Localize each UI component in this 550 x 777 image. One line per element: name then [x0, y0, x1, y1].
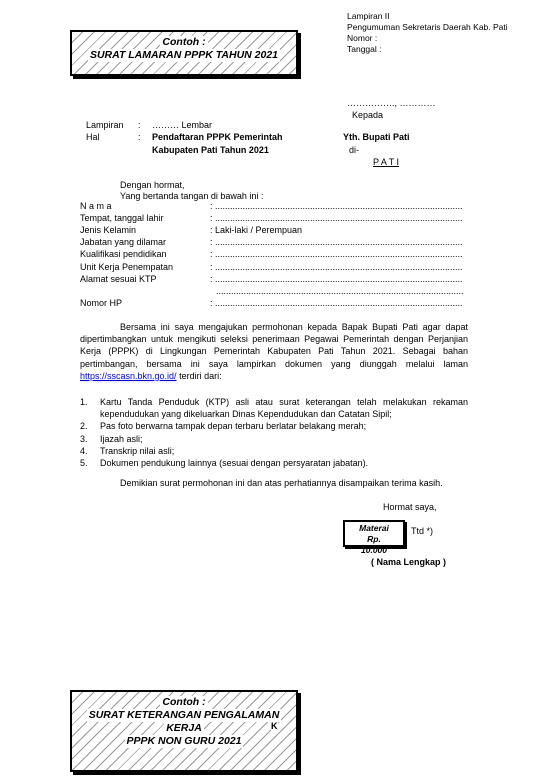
- form-label: Jenis Kelamin: [80, 225, 137, 235]
- form-row-name: [80, 201, 463, 212]
- form-row-phone: [80, 298, 463, 309]
- intro-line: Yang bertanda tangan di bawah ini :: [120, 191, 264, 201]
- form-label: Jabatan yang dilamar: [80, 237, 167, 247]
- form-value: : ...................................................................................................: [210, 298, 463, 308]
- reference-number: Nomor :: [347, 33, 378, 43]
- meta-lampiran-colon: :: [138, 120, 141, 130]
- form-value: : ...................................................................................................: [210, 201, 463, 211]
- form-value: ...................................................................................................: [216, 286, 464, 296]
- form-row-education: [80, 249, 463, 260]
- list-text: Dokumen pendukung lainnya (sesuai dengan persyaratan jabatan).: [100, 458, 369, 469]
- list-text: Transkrip nilai asli;: [100, 445, 175, 456]
- recipient-kepada: Kepada: [352, 110, 384, 120]
- list-number: 5.: [80, 458, 88, 469]
- attachment-reference: [347, 11, 508, 55]
- letter-type-title: SURAT LAMARAN PPPK TAHUN 2021: [89, 49, 279, 61]
- list-number: 3.: [80, 433, 88, 444]
- form-row-address-continued: [80, 286, 464, 297]
- form-value: : ...................................................................................................: [210, 213, 463, 223]
- next-letter-subtitle: PPPK NON GURU 2021: [126, 735, 242, 747]
- form-label: Nomor HP: [80, 298, 123, 308]
- next-letter-title-cont: KERJA: [166, 722, 202, 734]
- body-paragraph: [80, 321, 468, 382]
- form-value: : ...................................................................................................: [210, 237, 463, 247]
- closing-paragraph: Demikian surat permohonan ini dan atas perhatiannya disampaikan terima kasih.: [120, 478, 443, 488]
- form-value: : ...................................................................................................: [210, 274, 463, 284]
- meta-lampiran-value: ……… Lembar: [152, 120, 213, 130]
- recipient-city: P A T I: [373, 157, 400, 167]
- form-row-address: [80, 274, 463, 285]
- form-label: Alamat sesuai KTP: [80, 274, 157, 284]
- meta-hal-label: Hal: [86, 132, 100, 142]
- list-item: [80, 420, 468, 432]
- body-text-end: terdiri dari:: [176, 370, 222, 381]
- form-label: Kualifikasi pendidikan: [80, 249, 167, 259]
- letter-type-box: [70, 30, 298, 76]
- documents-list: [80, 396, 468, 469]
- list-number: 2.: [80, 421, 88, 432]
- next-letter-title: SURAT KETERANGAN PENGALAMAN: [88, 709, 280, 721]
- form-value: : ...................................................................................................: [210, 249, 463, 259]
- list-item: [80, 457, 468, 469]
- materai-line-2: Rp.: [367, 534, 381, 544]
- list-text: Kartu Tanda Penduduk (KTP) asli atau surat keterangan telah melakukan rekaman kependudukan yang dikeluarkan Dinas Kependudukan dan Catatan Sipil;: [100, 397, 468, 420]
- list-item: [80, 445, 468, 457]
- list-text: Ijazah asli;: [100, 433, 143, 444]
- list-number: 4.: [80, 445, 88, 456]
- signature-mark: Ttd *): [411, 526, 434, 536]
- form-row-position: [80, 237, 463, 248]
- form-label: Unit Kerja Penempatan: [80, 262, 174, 272]
- announcement-source: Pengumuman Sekretaris Daerah Kab. Pati: [347, 22, 508, 32]
- list-text: Pas foto berwarna tampak depan terbaru berlatar belakang merah;: [100, 421, 367, 432]
- letter-type-label: Contoh :: [162, 36, 206, 48]
- greeting: Dengan hormat,: [120, 180, 185, 190]
- list-number: 1.: [80, 397, 88, 407]
- form-row-unit: [80, 262, 463, 273]
- sscasn-link[interactable]: https://sscasn.bkn.go.id/: [80, 370, 177, 381]
- meta-hal-colon: :: [138, 132, 141, 142]
- form-value: : ...................................................................................................: [210, 262, 463, 272]
- meta-hal-value-1: Pendaftaran PPPK Pemerintah: [152, 132, 283, 142]
- list-item: [80, 396, 468, 420]
- list-item: [80, 433, 468, 445]
- form-value: : Laki-laki / Perempuan: [210, 225, 303, 235]
- form-label: Tempat, tanggal lahir: [80, 213, 164, 223]
- recipient-di: di-: [349, 145, 360, 155]
- materai-line-1: Materai: [359, 523, 389, 533]
- next-letter-box: [70, 690, 298, 772]
- materai-stamp: [343, 520, 405, 555]
- date-place: ……………., …………: [347, 98, 436, 108]
- bottom-trailing-char: K: [271, 721, 278, 731]
- form-row-gender: [80, 225, 460, 236]
- materai-line-3: 10.000: [361, 545, 387, 555]
- meta-hal-value-2: Kabupaten Pati Tahun 2021: [152, 145, 269, 155]
- full-name: ( Nama Lengkap ): [371, 557, 447, 567]
- regards: Hormat saya,: [383, 502, 437, 512]
- meta-lampiran-label: Lampiran: [86, 120, 124, 130]
- form-label: N a m a: [80, 201, 112, 211]
- attachment-number: Lampiran II: [347, 11, 390, 21]
- form-row-birth: [80, 213, 463, 224]
- recipient-name: Yth. Bupati Pati: [343, 132, 410, 142]
- next-letter-label: Contoh :: [162, 696, 206, 708]
- body-text: Bersama ini saya mengajukan permohonan kepada Bapak Bupati Pati agar dapat dipertimbangkan untuk mengikuti seleksi penerimaan Pegawai Pemerintah dengan Perjanjian Kerja (PPPK) di Lingkungan Pemerintah Kabupaten Pati Tahun 2021. Sebagai bahan pertimbangan, bersama ini saya lampirkan dokumen yang diunggah melalui laman: [80, 322, 468, 369]
- reference-date: Tanggal :: [347, 44, 382, 54]
